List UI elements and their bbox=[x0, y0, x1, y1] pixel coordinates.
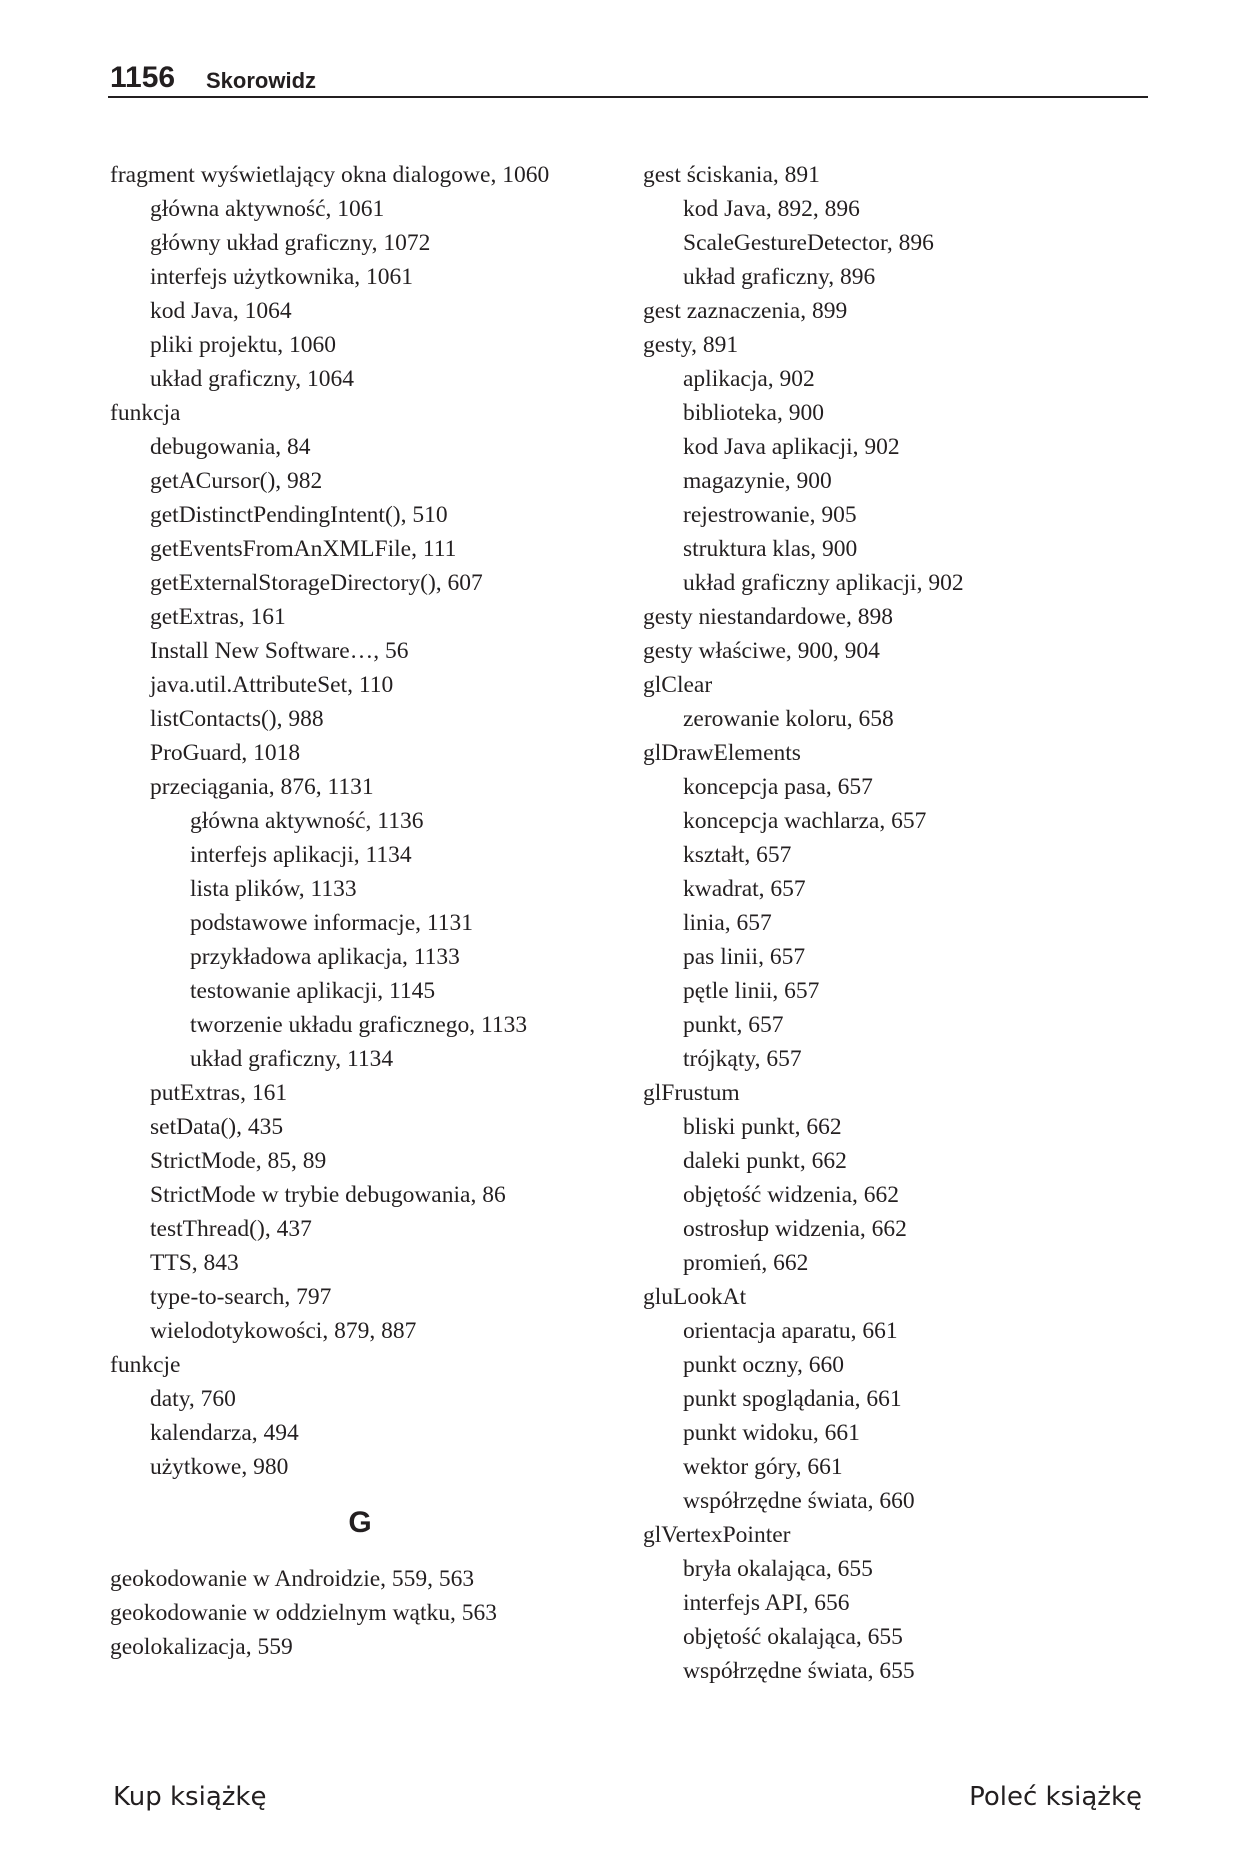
section-title: Skorowidz bbox=[206, 68, 317, 93]
index-subentry: układ graficzny, 896 bbox=[683, 264, 876, 290]
index-subentry: getExternalStorageDirectory(), 607 bbox=[150, 570, 483, 596]
index-subentry: Install New Software…, 56 bbox=[150, 638, 409, 664]
index-subentry: bliski punkt, 662 bbox=[683, 1114, 842, 1140]
index-entry: glVertexPointer bbox=[643, 1522, 791, 1548]
index-subentry: główna aktywność, 1136 bbox=[190, 808, 424, 834]
index-subentry: debugowania, 84 bbox=[150, 434, 311, 460]
index-subentry: układ graficzny aplikacji, 902 bbox=[683, 570, 964, 596]
index-subentry: getACursor(), 982 bbox=[150, 468, 323, 494]
index-subentry: ProGuard, 1018 bbox=[150, 740, 301, 766]
index-entry: geolokalizacja, 559 bbox=[110, 1634, 293, 1660]
index-entry: gesty niestandardowe, 898 bbox=[643, 604, 893, 630]
index-entry: glClear bbox=[643, 672, 713, 698]
index-subentry: putExtras, 161 bbox=[150, 1080, 288, 1106]
index-entry: fragment wyświetlający okna dialogowe, 1060 bbox=[110, 162, 550, 188]
index-subentry: StrictMode w trybie debugowania, 86 bbox=[150, 1182, 506, 1208]
index-subentry: zerowanie koloru, 658 bbox=[683, 706, 894, 732]
index-subentry: kwadrat, 657 bbox=[683, 876, 806, 902]
index-subentry: tworzenie układu graficznego, 1133 bbox=[190, 1012, 528, 1038]
index-subentry: wielodotykowości, 879, 887 bbox=[150, 1318, 417, 1344]
index-subentry: StrictMode, 85, 89 bbox=[150, 1148, 327, 1174]
index-subentry: główna aktywność, 1061 bbox=[150, 196, 385, 222]
index-subentry: orientacja aparatu, 661 bbox=[683, 1318, 898, 1344]
index-entry: glFrustum bbox=[643, 1080, 740, 1106]
index-subentry: getExtras, 161 bbox=[150, 604, 286, 630]
index-subentry: pas linii, 657 bbox=[683, 944, 806, 970]
index-subentry: bryła okalająca, 655 bbox=[683, 1556, 873, 1582]
index-subentry: kod Java, 1064 bbox=[150, 298, 292, 324]
index-subentry: pliki projektu, 1060 bbox=[150, 332, 337, 358]
index-entry: gluLookAt bbox=[643, 1284, 747, 1310]
index-subentry: rejestrowanie, 905 bbox=[683, 502, 857, 528]
index-subentry: punkt oczny, 660 bbox=[683, 1352, 844, 1378]
index-entry: gesty właściwe, 900, 904 bbox=[643, 638, 880, 664]
index-entry: funkcja bbox=[110, 400, 181, 426]
index-subentry: objętość widzenia, 662 bbox=[683, 1182, 900, 1208]
index-subentry: trójkąty, 657 bbox=[683, 1046, 802, 1072]
index-subentry: biblioteka, 900 bbox=[683, 400, 824, 426]
index-subentry: interfejs aplikacji, 1134 bbox=[190, 842, 412, 868]
index-subentry: kod Java, 892, 896 bbox=[683, 196, 860, 222]
index-subentry: przeciągania, 876, 1131 bbox=[150, 774, 374, 800]
index-subentry: wektor góry, 661 bbox=[683, 1454, 843, 1480]
index-subentry: lista plików, 1133 bbox=[190, 876, 357, 902]
buy-book-link[interactable]: Kup książkę bbox=[113, 1782, 267, 1812]
index-subentry: linia, 657 bbox=[683, 910, 772, 936]
running-header bbox=[110, 58, 1146, 98]
index-subentry: aplikacja, 902 bbox=[683, 366, 815, 392]
index-entry: geokodowanie w oddzielnym wątku, 563 bbox=[110, 1600, 498, 1626]
index-entry: glDrawElements bbox=[643, 740, 801, 766]
index-subentry: interfejs API, 656 bbox=[683, 1590, 850, 1616]
index-subentry: testThread(), 437 bbox=[150, 1216, 312, 1242]
header-rule bbox=[108, 96, 1148, 98]
index-subentry: koncepcja pasa, 657 bbox=[683, 774, 873, 800]
index-subentry: interfejs użytkownika, 1061 bbox=[150, 264, 414, 290]
index-subentry: współrzędne świata, 655 bbox=[683, 1658, 915, 1684]
index-subentry: punkt, 657 bbox=[683, 1012, 784, 1038]
index-entry: gest zaznaczenia, 899 bbox=[643, 298, 848, 324]
index-subentry: testowanie aplikacji, 1145 bbox=[190, 978, 436, 1004]
index-subentry: listContacts(), 988 bbox=[150, 706, 324, 732]
index-column-left bbox=[110, 158, 630, 1664]
index-subentry: kształt, 657 bbox=[683, 842, 792, 868]
index-letter-heading: G bbox=[348, 1506, 372, 1539]
index-subentry: główny układ graficzny, 1072 bbox=[150, 230, 431, 256]
index-entry: funkcje bbox=[110, 1352, 181, 1378]
index-subentry: punkt spoglądania, 661 bbox=[683, 1386, 902, 1412]
index-subentry: kalendarza, 494 bbox=[150, 1420, 299, 1446]
index-subentry: układ graficzny, 1134 bbox=[190, 1046, 394, 1072]
index-subentry: daty, 760 bbox=[150, 1386, 236, 1412]
index-subentry: struktura klas, 900 bbox=[683, 536, 858, 562]
index-subentry: getDistinctPendingIntent(), 510 bbox=[150, 502, 448, 528]
index-subentry: kod Java aplikacji, 902 bbox=[683, 434, 900, 460]
index-subentry: punkt widoku, 661 bbox=[683, 1420, 860, 1446]
index-subentry: objętość okalająca, 655 bbox=[683, 1624, 903, 1650]
index-subentry: użytkowe, 980 bbox=[150, 1454, 289, 1480]
index-entry: gesty, 891 bbox=[643, 332, 739, 358]
index-subentry: współrzędne świata, 660 bbox=[683, 1488, 915, 1514]
index-subentry: ostrosłup widzenia, 662 bbox=[683, 1216, 907, 1242]
index-subentry: java.util.AttributeSet, 110 bbox=[150, 672, 394, 698]
index-subentry: przykładowa aplikacja, 1133 bbox=[190, 944, 460, 970]
index-entry: geokodowanie w Androidzie, 559, 563 bbox=[110, 1566, 475, 1592]
index-subentry: type-to-search, 797 bbox=[150, 1284, 332, 1310]
index-subentry: magazynie, 900 bbox=[683, 468, 832, 494]
recommend-book-link[interactable]: Poleć książkę bbox=[969, 1782, 1142, 1812]
index-subentry: TTS, 843 bbox=[150, 1250, 239, 1276]
index-subentry: setData(), 435 bbox=[150, 1114, 284, 1140]
index-subentry: daleki punkt, 662 bbox=[683, 1148, 847, 1174]
index-column-right bbox=[643, 158, 1143, 1688]
index-entry: gest ściskania, 891 bbox=[643, 162, 820, 188]
index-subentry: układ graficzny, 1064 bbox=[150, 366, 355, 392]
index-subentry: pętle linii, 657 bbox=[683, 978, 820, 1004]
index-subentry: podstawowe informacje, 1131 bbox=[190, 910, 474, 936]
page-number: 1156 bbox=[110, 61, 176, 94]
index-subentry: promień, 662 bbox=[683, 1250, 809, 1276]
index-subentry: ScaleGestureDetector, 896 bbox=[683, 230, 934, 256]
index-subentry: koncepcja wachlarza, 657 bbox=[683, 808, 927, 834]
index-subentry: getEventsFromAnXMLFile, 111 bbox=[150, 536, 457, 562]
